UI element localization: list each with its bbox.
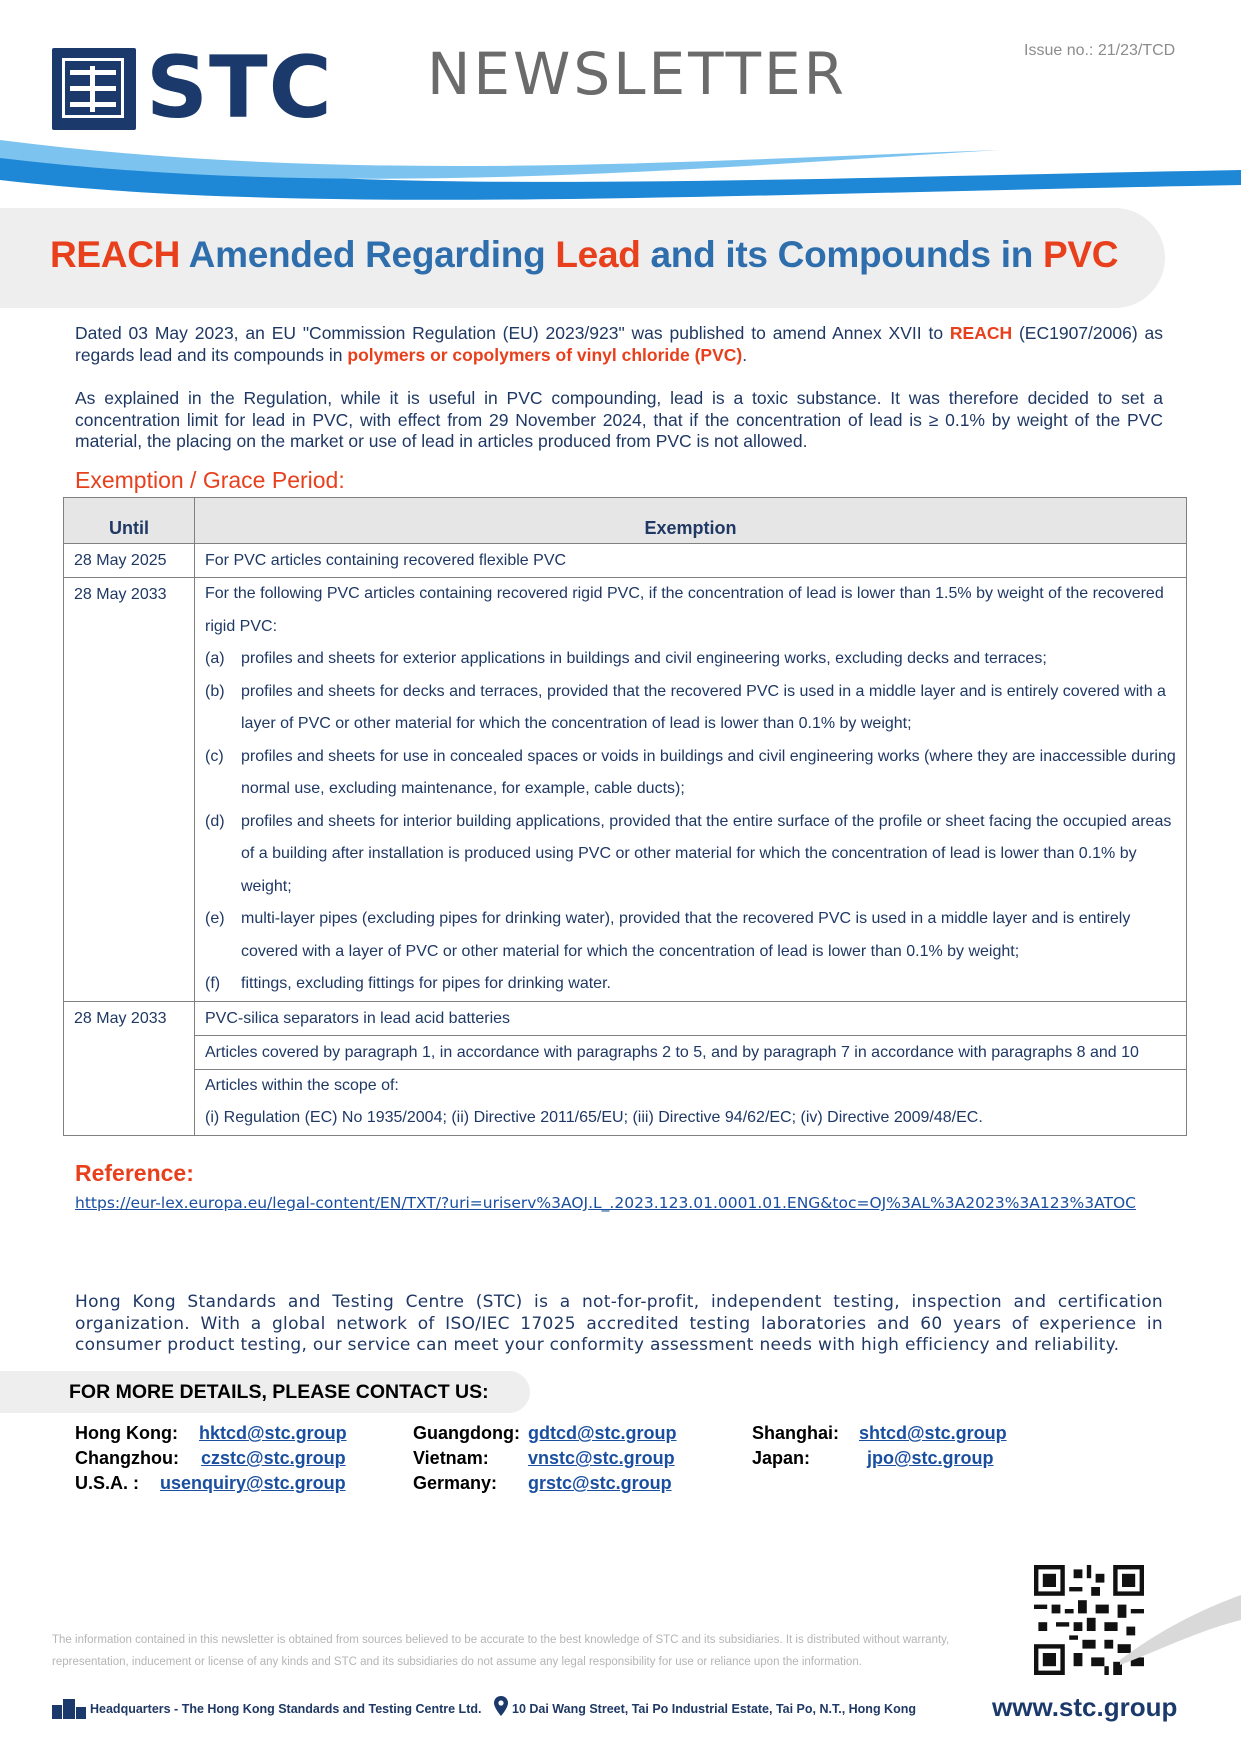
row-date: 28 May 2033 — [64, 1001, 195, 1135]
table-row — [64, 1001, 1187, 1035]
stc-logo — [52, 38, 352, 138]
contact-label-changzhou: Changzhou: — [75, 1448, 179, 1468]
contact-label-hongkong: Hong Kong: — [75, 1423, 178, 1443]
contact-email-japan[interactable]: jpo@stc.group — [867, 1448, 994, 1468]
contact-email-changzhou[interactable]: czstc@stc.group — [201, 1448, 346, 1468]
row-date: 28 May 2033 — [64, 578, 195, 1002]
contact-email-germany[interactable]: grstc@stc.group — [528, 1473, 672, 1493]
col-header-until: Until — [64, 498, 195, 544]
newsletter-label: NEWSLETTER — [427, 40, 847, 108]
list-item: (b) profiles and sheets for decks and terraces, provided that the recovered PVC is used in a middle layer and is entirely covered with a layer of PVC or other material for which the concentration of lead is lower than 0.1% by weight; — [205, 682, 1166, 732]
table-row — [64, 1069, 1187, 1135]
stc-logo-mark — [52, 48, 136, 130]
headquarters-building-icon — [52, 1697, 86, 1719]
row-intro: For the following PVC articles containing recovered rigid PVC, if the concentration of lead is lower than 1.5% by weight of the recovered rigid PVC: — [205, 585, 1164, 635]
list-item: (f) fittings, excluding fittings for pipes for drinking water. — [205, 975, 611, 992]
col-header-exemption: Exemption — [195, 498, 1187, 544]
contact-label-vietnam: Vietnam: — [413, 1448, 489, 1468]
contact-label-usa: U.S.A. : — [75, 1473, 140, 1493]
row-exemption: For PVC articles containing recovered flexible PVC — [195, 544, 1187, 578]
contact-label-germany: Germany: — [413, 1473, 498, 1493]
issue-number: Issue no.: 21/23/TCD — [1024, 42, 1176, 59]
exemption-table — [63, 497, 1187, 1136]
contact-heading: FOR MORE DETAILS, PLEASE CONTACT US: — [69, 1381, 489, 1403]
contact-email-hongkong[interactable]: hktcd@stc.group — [199, 1423, 347, 1443]
reference-heading: Reference: — [75, 1160, 194, 1186]
table-row — [64, 544, 1187, 578]
contact-email-guangdong[interactable]: gdtcd@stc.group — [528, 1423, 677, 1443]
disclaimer-text: The information contained in this newsletter is obtained from sources believed to be accurate to the best knowledge of STC and its subsidiaries. It is distributed without warranty, representation, inducement or license of any kinds and STC and its subsidiaries do not assume any legal responsibility for use or reliance upon the information. — [52, 1634, 950, 1668]
row-exemption: Articles within the scope of: (i) Regulation (EC) No 1935/2004; (ii) Directive 2011/65/EU; (iii) Directive 94/62/EC; (iv) Directive 2009/48/EC. — [195, 1069, 1187, 1135]
contact-email-vietnam[interactable]: vnstc@stc.group — [528, 1448, 675, 1468]
intro-paragraph-1: Dated 03 May 2023, an EU "Commission Regulation (EU) 2023/923" was published to amend Annex XVII to REACH (EC1907/2006) as regards lead and its compounds in polymers or copolymers of vinyl chloride (PVC). — [75, 323, 1163, 365]
footer-website-link[interactable]: www.stc.group — [992, 1692, 1178, 1722]
contact-email-usa[interactable]: usenquiry@stc.group — [160, 1473, 346, 1493]
exemption-heading: Exemption / Grace Period: — [75, 467, 345, 493]
footer-headquarters: Headquarters - The Hong Kong Standards and Testing Centre Ltd. — [90, 1702, 482, 1716]
table-header-row — [64, 498, 1187, 544]
stc-logo-text: STC — [146, 38, 333, 138]
contact-label-japan: Japan: — [752, 1448, 811, 1468]
row-date: 28 May 2025 — [64, 544, 195, 578]
row-exemption: PVC-silica separators in lead acid batteries — [195, 1001, 1187, 1035]
table-row — [64, 578, 1187, 1002]
about-paragraph: Hong Kong Standards and Testing Centre (STC) is a not-for-profit, independent testing, inspection and certification organization. With a global network of ISO/IEC 17025 accredited testing laboratories and 60 years of experience in consumer product testing, our service can meet your conformity assessment needs with high efficiency and reliability. — [75, 1292, 1163, 1355]
row-exemption: Articles covered by paragraph 1, in accordance with paragraphs 2 to 5, and by paragraph 7 in accordance with paragraphs 8 and 10 — [195, 1035, 1187, 1069]
intro-paragraph-2: As explained in the Regulation, while it is useful in PVC compounding, lead is a toxic substance. It was therefore decided to set a concentration limit for lead in PVC, with effect from 29 November 2024, that if the concentration of lead is ≥ 0.1% by weight of the PVC material, the placing on the market or use of lead in articles produced from PVC is not allowed. — [75, 388, 1163, 451]
contact-email-shanghai[interactable]: shtcd@stc.group — [859, 1423, 1007, 1443]
list-item: (e) multi-layer pipes (excluding pipes for drinking water), provided that the recovered PVC is used in a middle layer and is entirely covered with a layer of PVC or other material for which the concentration of lead is lower than 0.1% by weight; — [205, 910, 1131, 960]
footer-swoosh — [1120, 1590, 1241, 1665]
contact-label-guangdong: Guangdong: — [413, 1423, 520, 1443]
row-exemption — [195, 578, 1187, 1002]
table-row — [64, 1035, 1187, 1069]
reference-link[interactable]: https://eur-lex.europa.eu/legal-content/EN/TXT/?uri=uriserv%3AOJ.L_.2023.123.01.0001.01.ENG&toc=OJ%3AL%3A2023%3A123%3ATOC — [75, 1194, 1136, 1212]
footer-address: 10 Dai Wang Street, Tai Po Industrial Estate, Tai Po, N.T., Hong Kong — [512, 1702, 916, 1716]
list-item: (c) profiles and sheets for use in concealed spaces or voids in buildings and civil engineering works (where they are inaccessible during normal use, excluding maintenance, for example, cable ducts); — [205, 747, 1176, 797]
page-title: REACH Amended Regarding Lead and its Compounds in PVC — [50, 234, 1119, 275]
list-item: (a) profiles and sheets for exterior applications in buildings and civil engineering works, excluding decks and terraces; — [205, 650, 1047, 667]
location-pin-icon — [494, 1696, 508, 1716]
contact-label-shanghai: Shanghai: — [752, 1423, 840, 1443]
list-item: (d) profiles and sheets for interior building applications, provided that the entire surface of the profile or sheet facing the occupied areas of a building after installation is produced using PVC or other material for which the concentration of lead is lower than 0.1% by weight; — [205, 812, 1172, 895]
